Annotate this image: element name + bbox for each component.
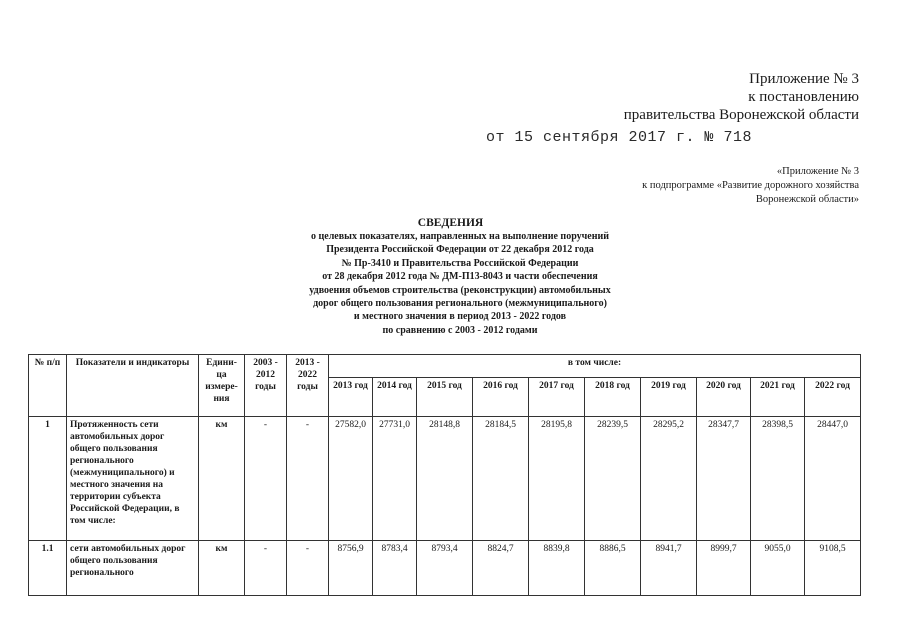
table-row [29,417,861,541]
header-year: 2015 год [417,378,473,417]
subtitle-line: № Пр-3410 и Правительства Российской Федерации [341,257,579,269]
subprogram-approval-line: Воронежской области» [755,194,859,205]
header-year: 2013 год [329,378,373,417]
row-period-2013-2022: - [287,417,329,541]
header-year: 2022 год [805,378,861,417]
row-year-value: 9055,0 [751,541,805,596]
header-year: 2014 год [373,378,417,417]
row-year-value: 8824,7 [473,541,529,596]
row-year-value: 8999,7 [697,541,751,596]
row-year-value: 8756,9 [329,541,373,596]
row-year-value: 27731,0 [373,417,417,541]
row-year-value: 8941,7 [641,541,697,596]
row-indicator-name: сети автомобильных дорог общего пользования регионального [67,541,199,596]
decree-stamp: от 15 сентября 2017 г. № 718 [486,129,753,146]
approval-line: к постановлению [748,89,859,105]
header-year: 2018 год [585,378,641,417]
subprogram-approval-line: «Приложение № 3 [776,166,859,177]
subtitle-line: дорог общего пользования регионального (межмуниципального) [313,298,607,310]
row-year-value: 28239,5 [585,417,641,541]
row-year-value: 8783,4 [373,541,417,596]
subprogram-approval-block [529,165,859,207]
header-year: 2019 год [641,378,697,417]
row-period-2003-2012: - [245,541,287,596]
row-year-value: 28347,7 [697,417,751,541]
subtitle-line: удвоения объемов строительства (реконструкции) автомобильных [309,284,611,296]
header-year: 2021 год [751,378,805,417]
document-title: СВЕДЕНИЯ [417,217,484,229]
header-period-2003-2012: 2003 - 2012 годы [245,355,287,417]
header-year: 2016 год [473,378,529,417]
subtitle-line: по сравнению с 2003 - 2012 годами [382,324,538,336]
header-including: в том числе: [329,355,861,378]
header-period-2013-2022: 2013 - 2022 годы [287,355,329,417]
row-year-value: 8793,4 [417,541,473,596]
document-subtitle [250,230,670,337]
row-year-value: 28295,2 [641,417,697,541]
row-indicator-name: Протяженность сети автомобильных дорог общего пользования регионального (межмуниципального) и местного значения на территории субъекта Российской Федерации, в том числе: [67,417,199,541]
row-unit: км [199,541,245,596]
approval-block [529,70,859,124]
row-year-value: 28195,8 [529,417,585,541]
row-unit: км [199,417,245,541]
row-year-value: 9108,5 [805,541,861,596]
subtitle-line: от 28 декабря 2012 года № ДМ-П13-8043 и части обеспечения [322,271,598,283]
row-period-2013-2022: - [287,541,329,596]
table-row [29,541,861,596]
header-indicator: Показатели и индикаторы [67,355,199,417]
header-year: 2017 год [529,378,585,417]
row-year-value: 8886,5 [585,541,641,596]
subtitle-line: о целевых показателях, направленных на выполнение поручений [311,231,609,242]
row-number: 1.1 [29,541,67,596]
subtitle-line: Президента Российской Федерации от 22 декабря 2012 года [326,244,594,256]
approval-line: Приложение № 3 [749,71,859,87]
row-period-2003-2012: - [245,417,287,541]
row-year-value: 28148,8 [417,417,473,541]
table-header-row [29,355,861,378]
header-unit: Едини-ца измере-ния [199,355,245,417]
row-year-value: 8839,8 [529,541,585,596]
subprogram-approval-line: к подпрограмме «Развитие дорожного хозяйства [642,180,859,191]
header-year: 2020 год [697,378,751,417]
row-year-value: 28398,5 [751,417,805,541]
subtitle-line: и местного значения в период 2013 - 2022 годов [353,311,567,323]
row-year-value: 28447,0 [805,417,861,541]
header-num: № п/п [29,355,67,417]
row-year-value: 28184,5 [473,417,529,541]
approval-line: правительства Воронежской области [623,107,859,123]
row-year-value: 27582,0 [329,417,373,541]
indicators-table [28,354,861,596]
row-number: 1 [29,417,67,541]
